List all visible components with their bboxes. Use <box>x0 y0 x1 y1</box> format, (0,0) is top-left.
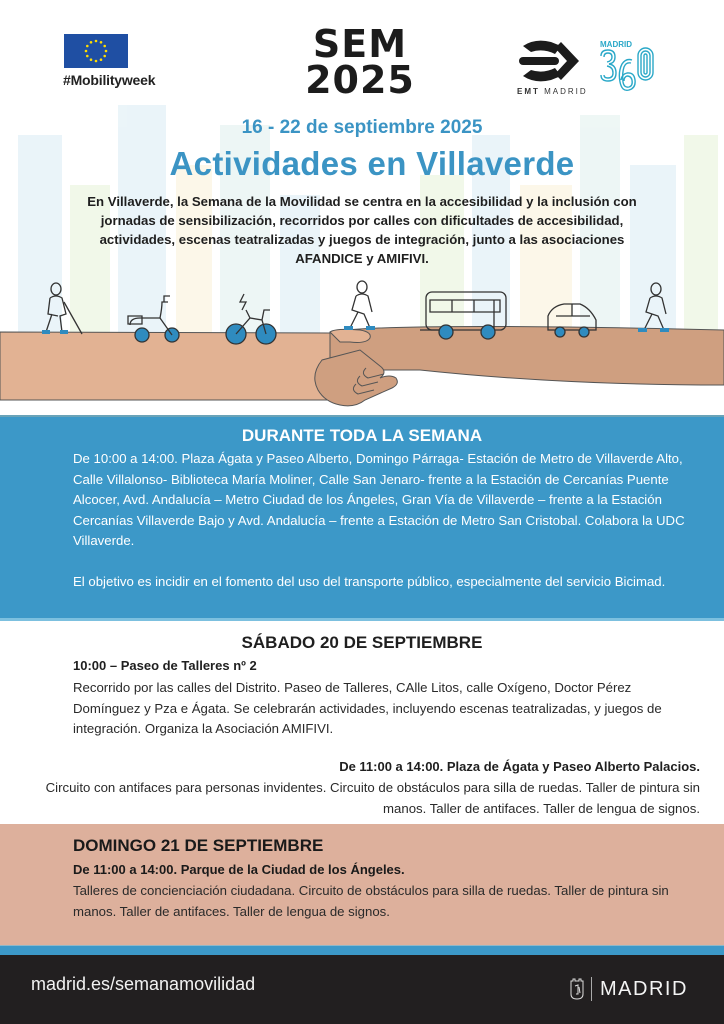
event-description: Recorrido por las calles del Distrito. Paseo de Talleres, CAlle Litos, calle Oxígeno, Doctor Pérez Domínguez y Pza e Ágata. Se celebrarán actividades, incluyendo escenas teatralizadas, y juegos de integración. Organiza la Asociación AMIFIVI. <box>73 680 662 736</box>
sem-2025-logo <box>300 22 420 102</box>
sunday-heading: DOMINGO 21 DE SEPTIEMBRE <box>73 836 324 855</box>
sem-logo-line1: SEM <box>312 22 408 66</box>
pedestrian-icon <box>344 281 375 330</box>
madrid-360-icon <box>598 40 658 96</box>
madrid-wordmark: MADRID <box>600 977 688 1000</box>
week-heading: DURANTE TODA LA SEMANA <box>241 426 483 445</box>
intro-paragraph: En Villaverde, la Semana de la Movilidad se centra en la accesibilidad y la inclusión con jornadas de sensibilización, recorridos por calles con dificultades de accesibilidad, actividades, escenas teatralizadas y juegos de integración, junto a las asociaciones AFANDICE y AMIFIVI. <box>87 194 637 266</box>
sunday-section <box>0 824 724 945</box>
footer-accent-stripe <box>0 945 724 955</box>
event-title: De 11:00 a 14:00. Plaza de Ágata y Paseo Alberto Palacios. <box>339 759 700 774</box>
sem-logo-line2: 2025 <box>305 58 415 102</box>
week-paragraph: De 10:00 a 14:00. Plaza Ágata y Paseo Alberto, Domingo Párraga- Estación de Metro de Villaverde Alto, Calle Villalonso- Biblioteca María Moliner, Calle San Jenaro- frente a la Estación de Cercanías Puente Alcocer, Avd. Andalucía – Metro Ciudad de los Ángeles, Gran Vía de Villaverde – frente a la Estación Cercanías Villaverde Bajo y Avd. Andalucía – frente a Estación de Metro San Cristobal. Colabora la UDC Villaverde. <box>73 451 685 548</box>
footer <box>0 955 724 1024</box>
header <box>0 0 724 415</box>
saturday-heading: SÁBADO 20 DE SEPTIEMBRE <box>241 633 483 652</box>
madrid-brand <box>570 977 688 1001</box>
madrid-crest-icon <box>570 978 584 1000</box>
madrid-360-label: MADRID <box>600 40 632 49</box>
week-paragraph: El objetivo es incidir en el fomento del uso del transporte público, especialmente del servicio Bicimad. <box>73 573 666 589</box>
week-body <box>73 449 713 592</box>
event-title: De 11:00 a 14:00. Parque de la Ciudad de los Ángeles. <box>73 862 405 877</box>
event-title: 10:00 – Paseo de Talleres nº 2 <box>73 658 257 673</box>
pedestrian-with-cane-icon <box>42 283 82 334</box>
saturday-section <box>0 621 724 824</box>
eu-flag-icon <box>64 34 128 68</box>
week-section <box>0 415 724 620</box>
brand-separator <box>591 977 592 1001</box>
pedestrian-icon <box>638 283 669 332</box>
event-description: Talleres de concienciación ciudadana. Circuito de obstáculos para silla de ruedas. Taller de pintura sin manos. Taller de antifaces. Taller de lengua de signos. <box>73 883 669 919</box>
emt-madrid-label: EMT MADRID <box>517 87 588 96</box>
event-description: Circuito con antifaces para personas invidentes. Circuito de obstáculos para silla de ruedas. Taller de pintura sin manos. Taller de antifaces. Taller de lengua de signos. <box>45 780 700 816</box>
event-dates: 16 - 22 de septiembre 2025 <box>241 117 483 138</box>
website-link[interactable]: madrid.es/semanamovilidad <box>31 974 256 994</box>
mobility-week-hashtag: #Mobilityweek <box>63 72 156 88</box>
page-title: Actividades en Villaverde <box>169 145 575 182</box>
mobility-handshake-illustration <box>0 280 724 415</box>
